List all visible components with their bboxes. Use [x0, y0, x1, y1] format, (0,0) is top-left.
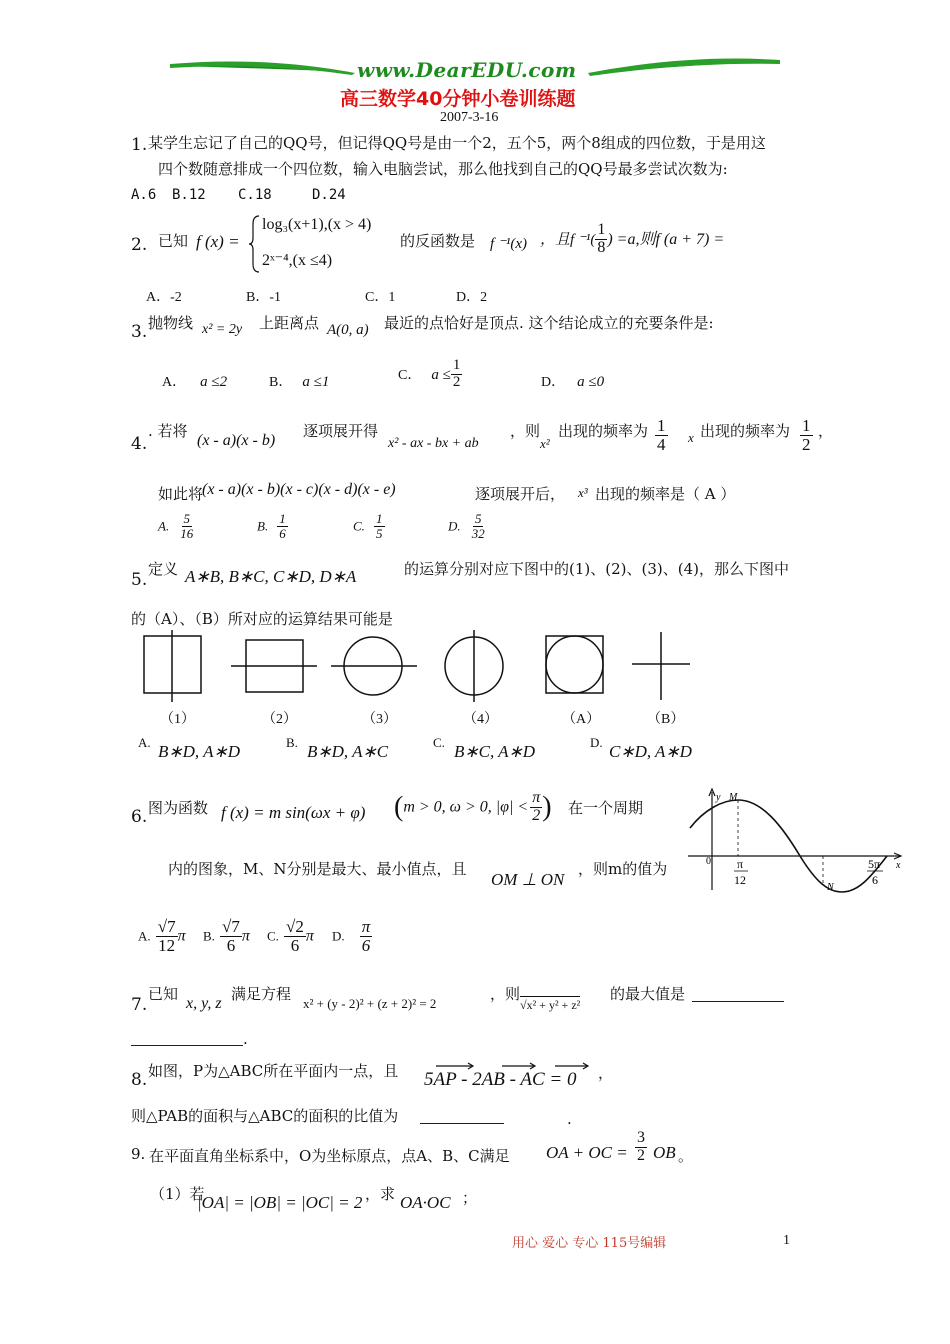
q7-expr: √x² + y² + z² — [520, 998, 581, 1012]
q6-line2: 内的图象，M、N分别是最大、最小值点，且 — [168, 860, 467, 878]
q5-option-d-label: D. — [590, 735, 603, 750]
q9-sub-expr: OA·OC — [400, 1193, 451, 1212]
q7-tail: 的最大值是 — [610, 985, 686, 1003]
fig-label-1: （1） — [160, 712, 195, 727]
q5-line2: 的（A）、（B）所对应的运算结果可能是 — [131, 610, 393, 628]
q3-tail: 最近的点恰好是顶点. 这个结论成立的充要条件是: — [384, 314, 714, 332]
q4-expr3: (x - a)(x - b)(x - c)(x - d)(x - e) — [202, 481, 396, 498]
q6-prefix: 图为函数 — [148, 799, 209, 817]
graph-tick1-den: 12 — [734, 873, 746, 887]
q3-equation: x² = 2y — [202, 322, 243, 337]
q3-option-d: D． a ≤0 — [541, 374, 605, 390]
q9-equation-2: OB — [653, 1143, 676, 1162]
q5-prefix: 定义 — [148, 560, 179, 578]
page-date: 2007-3-16 — [440, 110, 499, 125]
graph-origin: 0 — [706, 856, 711, 867]
graph-x-label: x — [896, 860, 901, 871]
q2-inverse: f ⁻¹(x) — [490, 236, 527, 252]
q9-sub-mid: ，求 — [365, 1185, 396, 1203]
q4-x2: x² — [540, 436, 550, 451]
q8-number: 8. — [131, 1070, 148, 1090]
q5-number: 5. — [131, 570, 148, 590]
q6-option-d: D. $\frac{\pi}{6}$ — [332, 917, 371, 955]
q9-sub-equation: |OA| = |OB| = |OC| = 2 — [197, 1193, 363, 1212]
q4-mid2: ，则 — [510, 422, 541, 440]
q5-option-c: B∗C, A∗D — [454, 742, 536, 761]
q5-option-d: C∗D, A∗D — [609, 742, 692, 761]
q7-mid2: ，则 — [490, 985, 521, 1003]
q8-line2: 则△PAB的面积与△ABC的面积的比值为 — [131, 1107, 399, 1125]
page-number: 1 — [783, 1233, 790, 1248]
q3-mid: 上距离点 — [259, 314, 320, 332]
q4-mid4: 出现的频率为 — [700, 422, 791, 440]
q6-option-c: C. $\frac{√2}{6}$ π — [267, 917, 314, 955]
q4-expr1: (x - a)(x - b) — [197, 432, 276, 449]
q9-sub-label: （1）若 — [150, 1185, 205, 1203]
q6-perp: OM ⊥ ON — [491, 870, 565, 889]
q1-option-a: A.6 — [131, 187, 157, 203]
q4-line2a: 如此将 — [158, 485, 204, 503]
q2-option-d: D．2 — [456, 290, 488, 305]
q2-condition: ，且f ⁻¹( $\frac{1}{8}$ ) =a,则f (a + 7) = — [540, 221, 725, 256]
q2-option-a: A．-2 — [146, 290, 182, 305]
q7-end: . — [243, 1030, 248, 1048]
q1-line1: 某学生忘记了自己的QQ号，但记得QQ号是由一个2，五个5，两个8组成的四位数，于是用这 — [148, 134, 766, 152]
q2-number: 2. — [131, 235, 148, 255]
q4-x3: x³ — [578, 485, 588, 500]
q5-option-b: B∗D, A∗C — [307, 742, 389, 761]
q5-option-c-label: C. — [433, 735, 445, 750]
q9-equation: OA + OC = — [546, 1143, 628, 1162]
page-title: 高三数学40分钟小卷训练题 — [340, 88, 576, 110]
q8-prefix: 如图，P为△ABC所在平面内一点，且 — [148, 1062, 399, 1080]
q4-option-d: D. $\frac{5}{32}$ — [448, 511, 485, 541]
q1-option-d: D.24 — [312, 187, 346, 203]
q6-tail: 在一个周期 — [568, 799, 644, 817]
q4-freq2: $\frac{1}{2}$ — [802, 416, 811, 454]
figA-circle — [546, 636, 603, 693]
q9-end: 。 — [678, 1147, 694, 1165]
q5-figures — [0, 630, 950, 710]
q5-ops: A∗B, B∗C, C∗D, D∗A — [185, 567, 357, 586]
q9-fraction: $\frac{3}{2}$ — [637, 1129, 645, 1164]
q2-function: f (x) = — [196, 232, 240, 251]
q2-prefix: 已知 — [158, 232, 189, 250]
footer-slogan: 用心 爱心 专心 115号编辑 — [512, 1236, 667, 1251]
q3-point: A(0, a) — [327, 322, 369, 338]
q5-option-a: B∗D, A∗D — [158, 742, 241, 761]
q7-answer-blank-2[interactable] — [131, 1044, 243, 1046]
q4-end: ， — [818, 422, 834, 440]
q6-option-a: A. $\frac{√7}{12}$ π — [138, 917, 186, 955]
graph-y-label: y — [716, 792, 721, 803]
q8-equation: 5AP - 2AB - AC = 0 — [424, 1069, 577, 1090]
q4-option-c: C. $\frac{1}{5}$ — [353, 511, 383, 541]
q4-option-b: B. $\frac{1}{6}$ — [257, 511, 286, 541]
q3-option-b: B． a ≤1 — [269, 374, 330, 390]
q5-option-a-label: A. — [138, 735, 151, 750]
q8-end: ， — [598, 1064, 614, 1082]
q4-mid1: 逐项展开得 — [303, 422, 379, 440]
q8-answer-blank[interactable] — [420, 1122, 504, 1124]
fig-label-3: （3） — [362, 712, 397, 727]
q4-line2c: 出现的频率是（ A ） — [595, 485, 736, 503]
q5-tail: 的运算分别对应下图中的(1)、(2)、(3)、(4)，那么下图中 — [404, 560, 789, 578]
q5-option-b-label: B. — [286, 735, 298, 750]
fig-label-a: （A） — [562, 712, 601, 727]
q9-text: 在平面直角坐标系中，O为坐标原点，点A、B、C满足 — [149, 1147, 510, 1165]
q7-answer-blank-1[interactable] — [692, 1000, 784, 1002]
graph-tick1-num: π — [737, 857, 744, 871]
q7-mid: 满足方程 — [231, 985, 292, 1003]
q2-case-1: log₃(x+1),(x > 4) — [262, 216, 372, 233]
q4-expr2: x² - ax - bx + ab — [388, 436, 479, 451]
graph-sine-curve — [690, 800, 887, 892]
q4-mid3: 出现的频率为 — [558, 422, 649, 440]
q6-line2b: ，则m的值为 — [578, 860, 668, 878]
q4-number: 4. — [131, 434, 148, 454]
q2-case-2: 2ˣ⁻⁴,(x ≤4) — [262, 252, 333, 269]
q9-number: 9. — [131, 1145, 146, 1163]
q3-prefix: 抛物线 — [148, 314, 194, 332]
q7-prefix: 已知 — [148, 985, 179, 1003]
q1-line2: 四个数随意排成一个四位数，输入电脑尝试，那么他找到自己的QQ号最多尝试次数为: — [158, 160, 728, 178]
fig-label-b: （B） — [647, 712, 685, 727]
q1-option-c: C.18 — [238, 187, 272, 203]
graph-tick2-num: 5π — [868, 857, 881, 871]
graph-tick2-den: 6 — [872, 873, 878, 887]
q7-number: 7. — [131, 995, 148, 1015]
q3-number: 3. — [131, 322, 148, 342]
q4-x: x — [688, 430, 694, 445]
q4-freq1: $\frac{1}{4}$ — [657, 416, 666, 454]
q2-option-b: B．-1 — [246, 290, 281, 305]
q6-number: 6. — [131, 807, 148, 827]
q3-option-c: C． a ≤ $\frac{1}{2}$ — [398, 357, 461, 390]
site-logo: www.DearEDU.com — [357, 58, 577, 82]
q8-dot: . — [567, 1110, 572, 1128]
fig-label-2: （2） — [262, 712, 297, 727]
graph-m-label: M — [729, 792, 738, 803]
q6-option-b: B. $\frac{√7}{6}$ π — [203, 917, 250, 955]
q9-sub-end: ； — [462, 1189, 478, 1207]
q2-option-c: C．1 — [365, 290, 396, 305]
q2-brace — [248, 214, 262, 274]
fig-label-4: （4） — [463, 712, 498, 727]
q6-function: f (x) = m sin(ωx + φ) — [221, 803, 366, 822]
q7-equation: x² + (y - 2)² + (z + 2)² = 2 — [303, 996, 437, 1011]
q7-vars: x, y, z — [186, 995, 222, 1012]
graph-n-label: N — [827, 882, 834, 893]
q6-condition: (m > 0, ω > 0, |φ| < $\frac{\pi}{2}$ ) — [394, 789, 552, 824]
q3-option-a: A． a ≤2 — [162, 374, 228, 390]
q4-option-a: A. $\frac{5}{16}$ — [158, 511, 194, 541]
q1-number: 1. — [131, 135, 148, 155]
q6-graph — [682, 786, 912, 896]
q4-prefix: . 若将 — [148, 422, 188, 440]
q1-option-b: B.12 — [172, 187, 206, 203]
q2-mid: 的反函数是 — [400, 232, 476, 250]
q4-line2b: 逐项展开后， — [475, 485, 566, 503]
